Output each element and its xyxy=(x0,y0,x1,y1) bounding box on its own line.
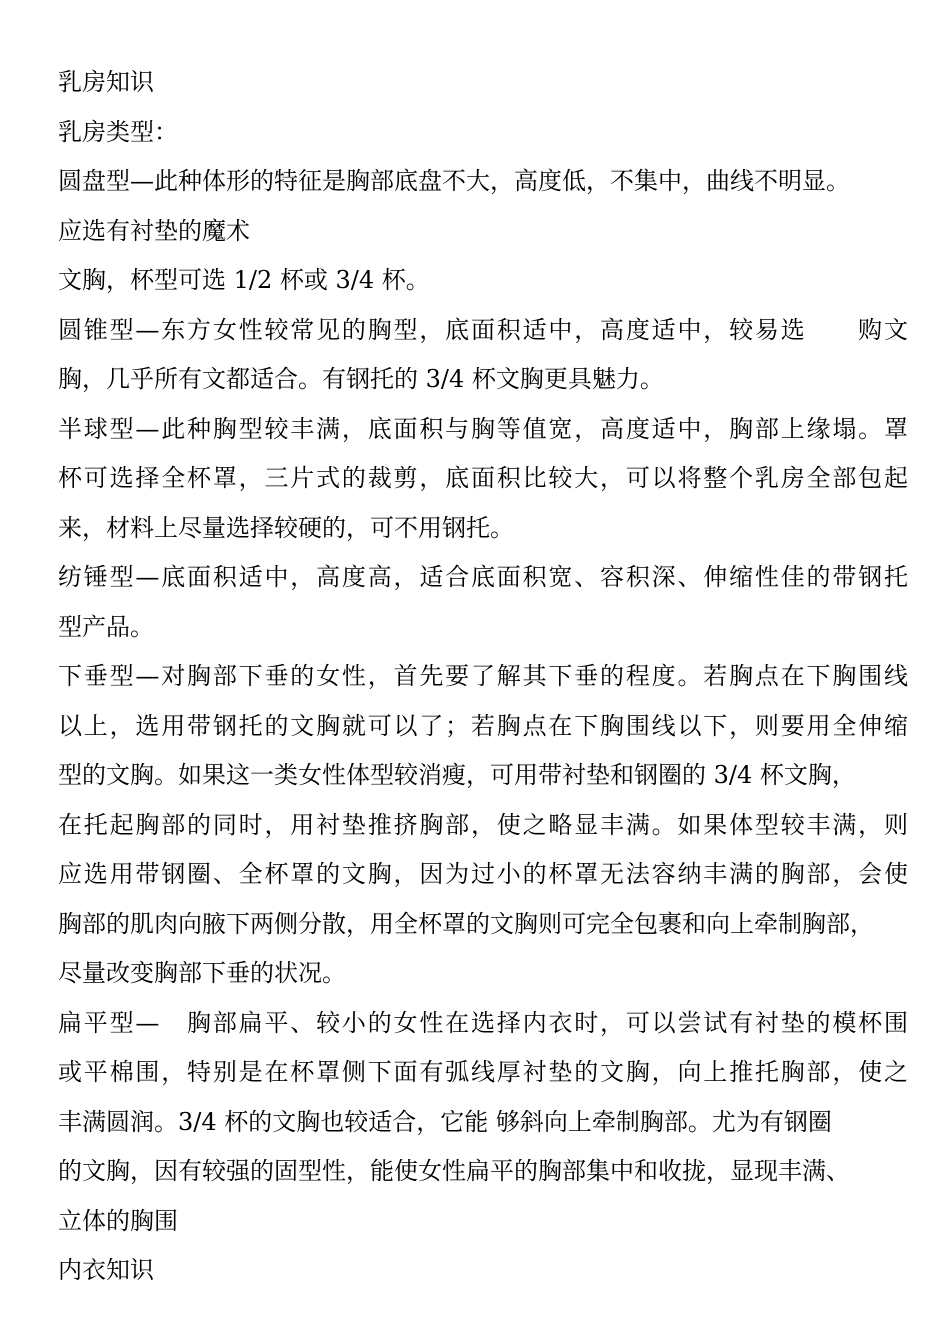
text-line: 下垂型—对胸部下垂的女性，首先要了解其下垂的程度。若胸点在下胸围线 xyxy=(58,662,908,690)
text-line: 尽量改变胸部下垂的状况。 xyxy=(58,959,346,987)
text-line: 应选有衬垫的魔术 xyxy=(58,216,250,245)
text-line: 的文胸，因有较强的固型性，能使女性扁平的胸部集中和收拢，显现丰满、 xyxy=(58,1157,850,1185)
text-line: 型的文胸。如果这一类女性体型较消瘦，可用带衬垫和钢圈的 3/4 杯文胸， xyxy=(58,761,856,789)
text-line: 圆锥型—东方女性较常见的胸型，底面积适中，高度适中，较易选 购文 xyxy=(58,315,908,344)
text-line: 丰满圆润。3/4 杯的文胸也较适合，它能 够斜向上牵制胸部。尤为有钢圈 xyxy=(58,1107,832,1136)
text-line: 杯可选择全杯罩，三片式的裁剪，底面积比较大，可以将整个乳房全部包起 xyxy=(58,464,908,492)
text-line: 胸，几乎所有文都适合。有钢托的 3/4 杯文胸更具魅力。 xyxy=(58,365,664,393)
text-line: 或平棉围，特别是在杯罩侧下面有弧线厚衬垫的文胸，向上推托胸部，使之 xyxy=(58,1058,908,1086)
doc-title: 乳房知识 xyxy=(58,68,154,96)
text-line: 胸部的肌肉向腋下两侧分散，用全杯罩的文胸则可完全包裹和向上牵制胸部， xyxy=(58,909,874,938)
text-line: 圆盘型—此种体形的特征是胸部底盘不大，高度低，不集中，曲线不明显。 xyxy=(58,167,850,195)
section-heading: 乳房类型： xyxy=(58,117,178,146)
text-line: 扁平型— 胸部扁平、较小的女性在选择内衣时，可以尝试有衬垫的模杯围 xyxy=(58,1008,908,1037)
document-body xyxy=(58,58,908,1296)
text-line: 半球型—此种胸型较丰满，底面积与胸等值宽，高度适中，胸部上缘塌。罩 xyxy=(58,414,908,443)
text-line: 以上，选用带钢托的文胸就可以了；若胸点在下胸围线以下，则要用全伸缩 xyxy=(58,711,908,740)
text-line: 纺锤型—底面积适中，高度高，适合底面积宽、容积深、伸缩性佳的带钢托 xyxy=(58,563,908,591)
text-line: 应选用带钢圈、全杯罩的文胸，因为过小的杯罩无法容纳丰满的胸部，会使 xyxy=(58,860,908,888)
text-line: 来，材料上尽量选择较硬的，可不用钢托。 xyxy=(58,513,514,542)
text-line: 文胸，杯型可选 1/2 杯或 3/4 杯。 xyxy=(58,266,430,294)
text-line: 在托起胸部的同时，用衬垫推挤胸部，使之略显丰满。如果体型较丰满，则 xyxy=(58,810,908,839)
section-heading: 内衣知识 xyxy=(58,1256,154,1284)
text-line: 型产品。 xyxy=(58,612,154,641)
text-line: 立体的胸围 xyxy=(58,1206,178,1235)
